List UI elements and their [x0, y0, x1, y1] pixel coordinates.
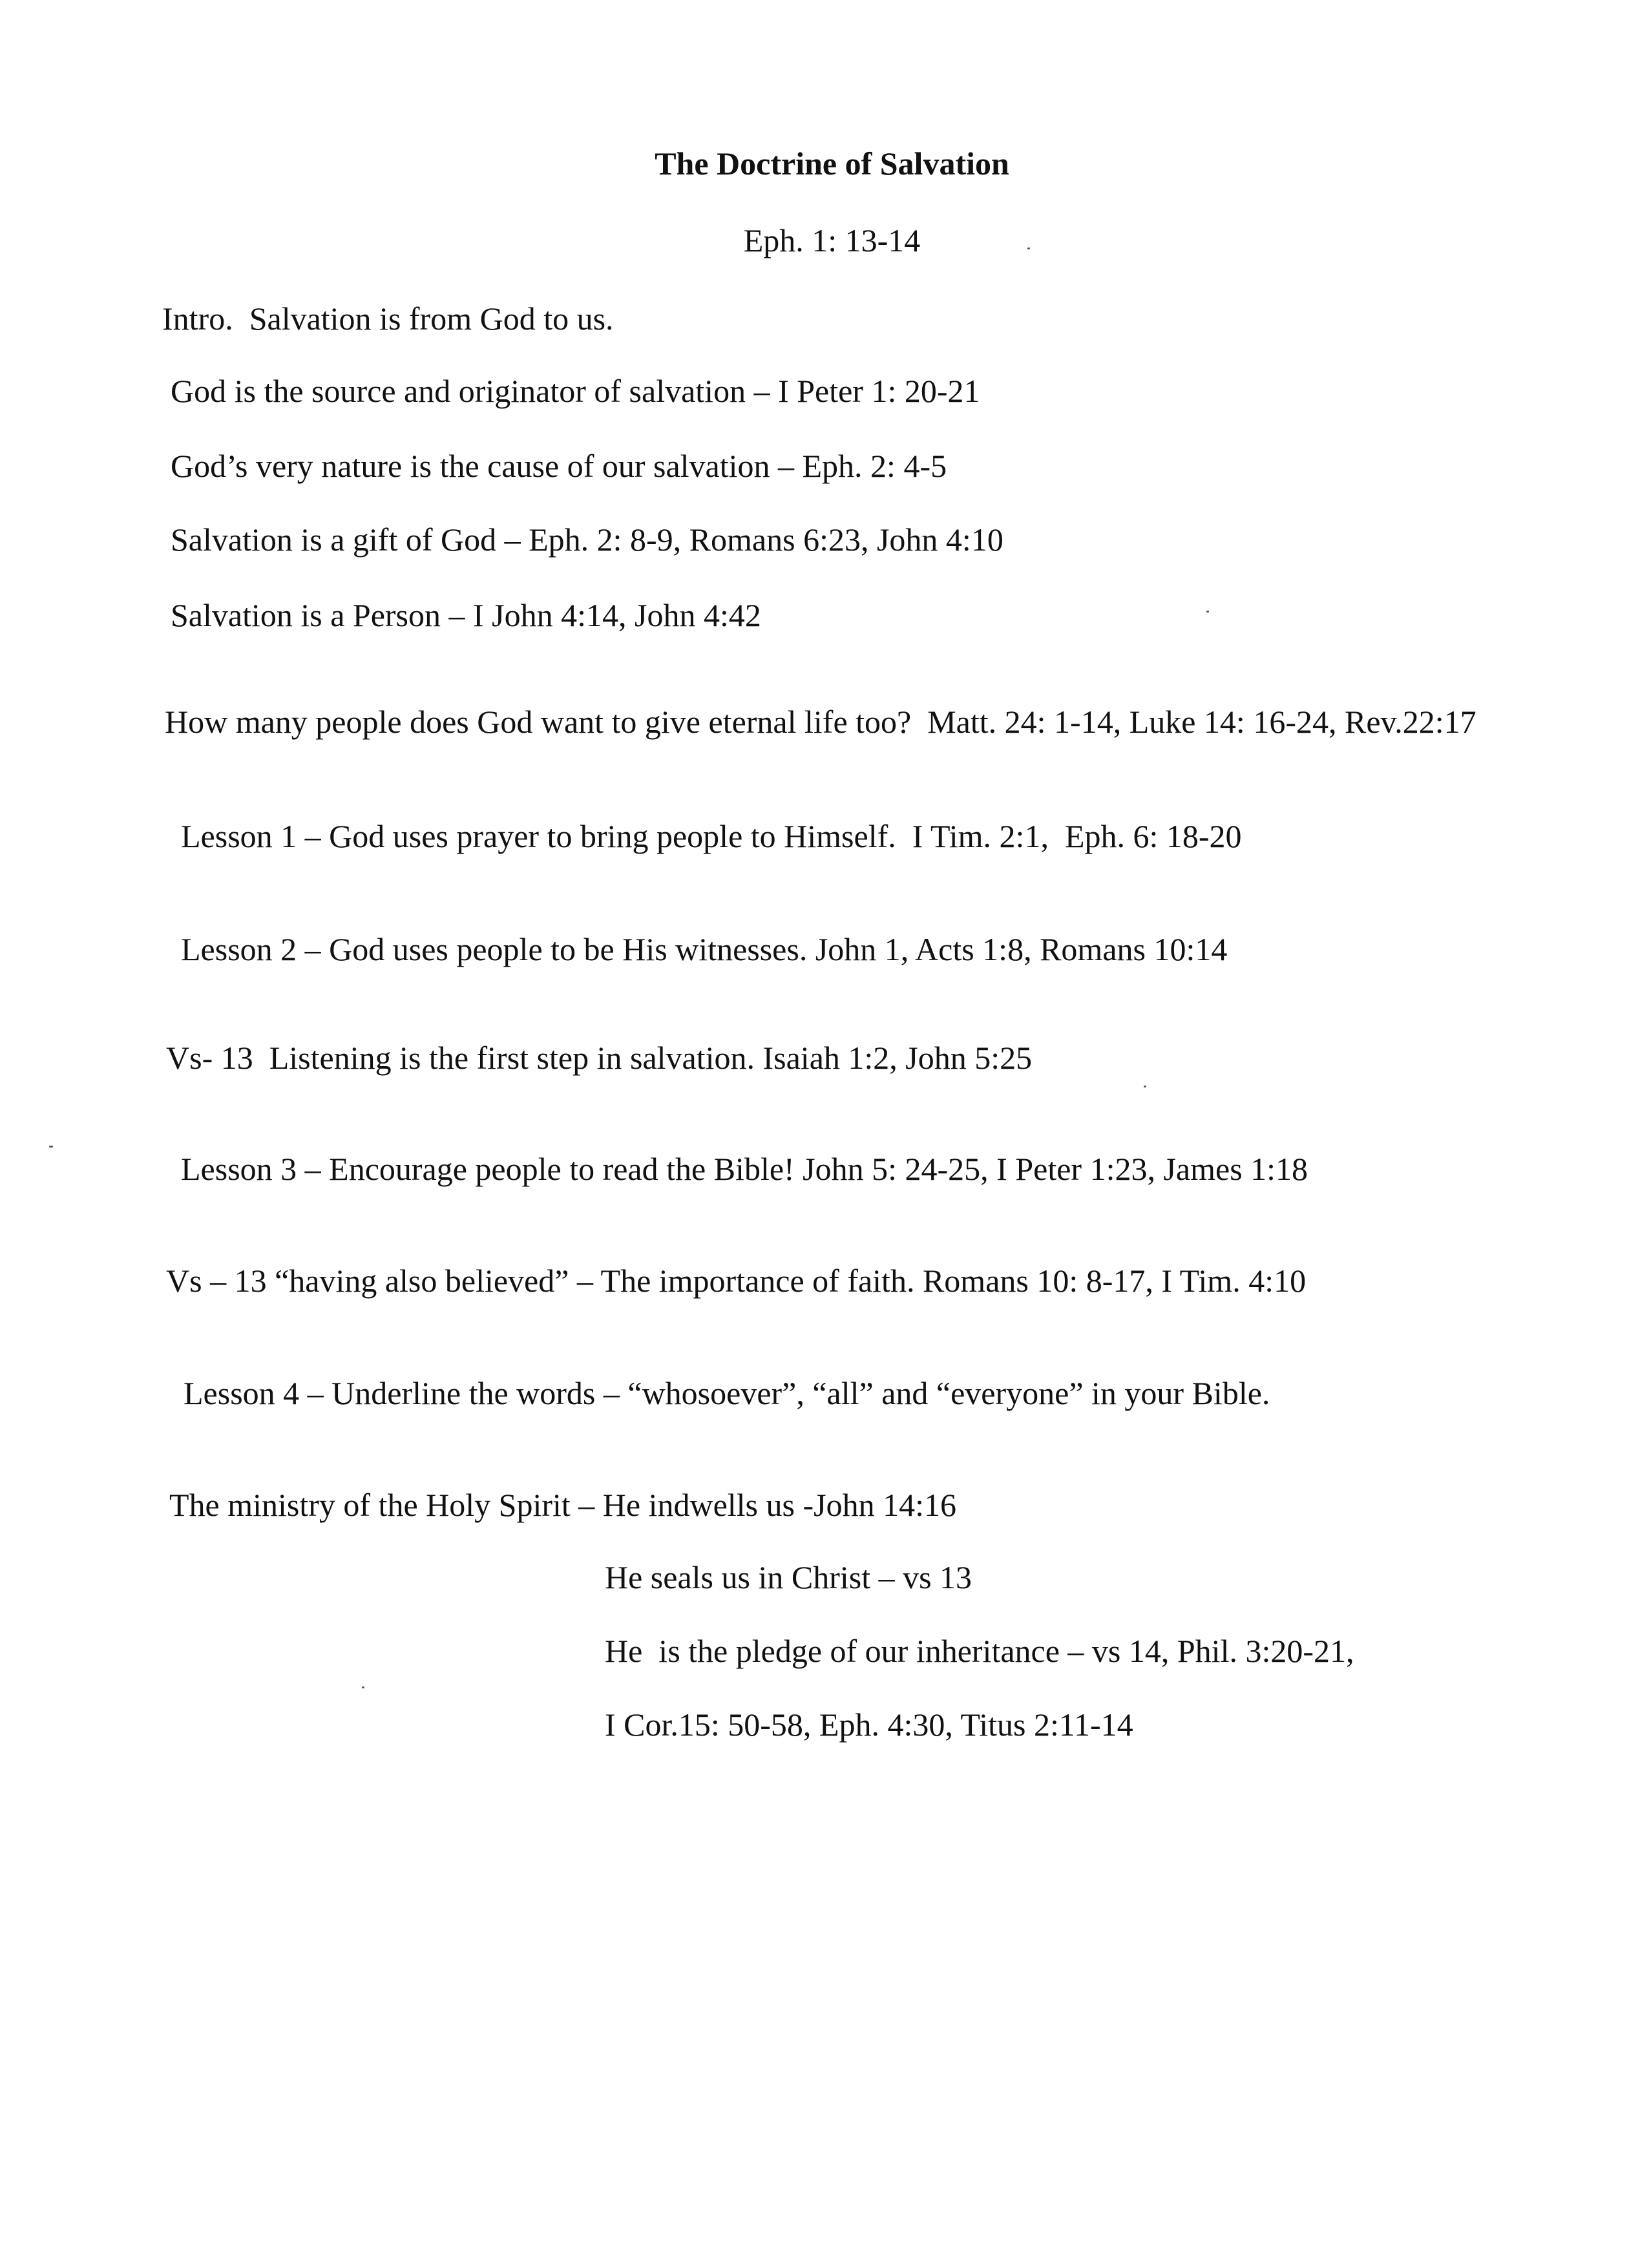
holy-spirit-sub-line: He is the pledge of our inheritance – vs 14, Phil. 3:20-21, [605, 1633, 1354, 1669]
document-title: The Doctrine of Salvation [655, 145, 1009, 182]
scan-speck [49, 1146, 53, 1148]
scan-speck [1144, 1086, 1146, 1087]
text-line: Salvation is a Person – I John 4:14, John 4:42 [171, 597, 761, 633]
lesson-4: Lesson 4 – Underline the words – “whosoever”, “all” and “everyone” in your Bible. [184, 1375, 1270, 1411]
scan-speck [1027, 247, 1030, 249]
holy-spirit-line: The ministry of the Holy Spirit – He indwells us -John 14:16 [169, 1487, 956, 1523]
lesson-2: Lesson 2 – God uses people to be His witnesses. John 1, Acts 1:8, Romans 10:14 [181, 931, 1228, 967]
lesson-1: Lesson 1 – God uses prayer to bring people to Himself. I Tim. 2:1, Eph. 6: 18-20 [181, 818, 1242, 854]
question-line: How many people does God want to give eternal life too? Matt. 24: 1-14, Luke 14: 16-24, Rev.22:17 [165, 704, 1476, 740]
holy-spirit-sub-line: I Cor.15: 50-58, Eph. 4:30, Titus 2:11-14 [605, 1706, 1133, 1743]
verse-13-listening: Vs- 13 Listening is the first step in salvation. Isaiah 1:2, John 5:25 [166, 1040, 1033, 1076]
text-line: God’s very nature is the cause of our salvation – Eph. 2: 4-5 [171, 448, 947, 484]
holy-spirit-sub-line: He seals us in Christ – vs 13 [605, 1559, 972, 1595]
text-line: Salvation is a gift of God – Eph. 2: 8-9, Romans 6:23, John 4:10 [171, 521, 1003, 558]
scripture-reference: Eph. 1: 13-14 [743, 222, 921, 258]
lesson-3: Lesson 3 – Encourage people to read the Bible! John 5: 24-25, I Peter 1:23, James 1:18 [181, 1151, 1308, 1187]
intro-line: Intro. Salvation is from God to us. [162, 300, 614, 337]
scan-speck [1206, 611, 1209, 613]
text-line: God is the source and originator of salvation – I Peter 1: 20-21 [171, 373, 980, 409]
verse-13-faith: Vs – 13 “having also believed” – The importance of faith. Romans 10: 8-17, I Tim. 4:10 [166, 1263, 1307, 1299]
scan-speck [362, 1686, 364, 1688]
